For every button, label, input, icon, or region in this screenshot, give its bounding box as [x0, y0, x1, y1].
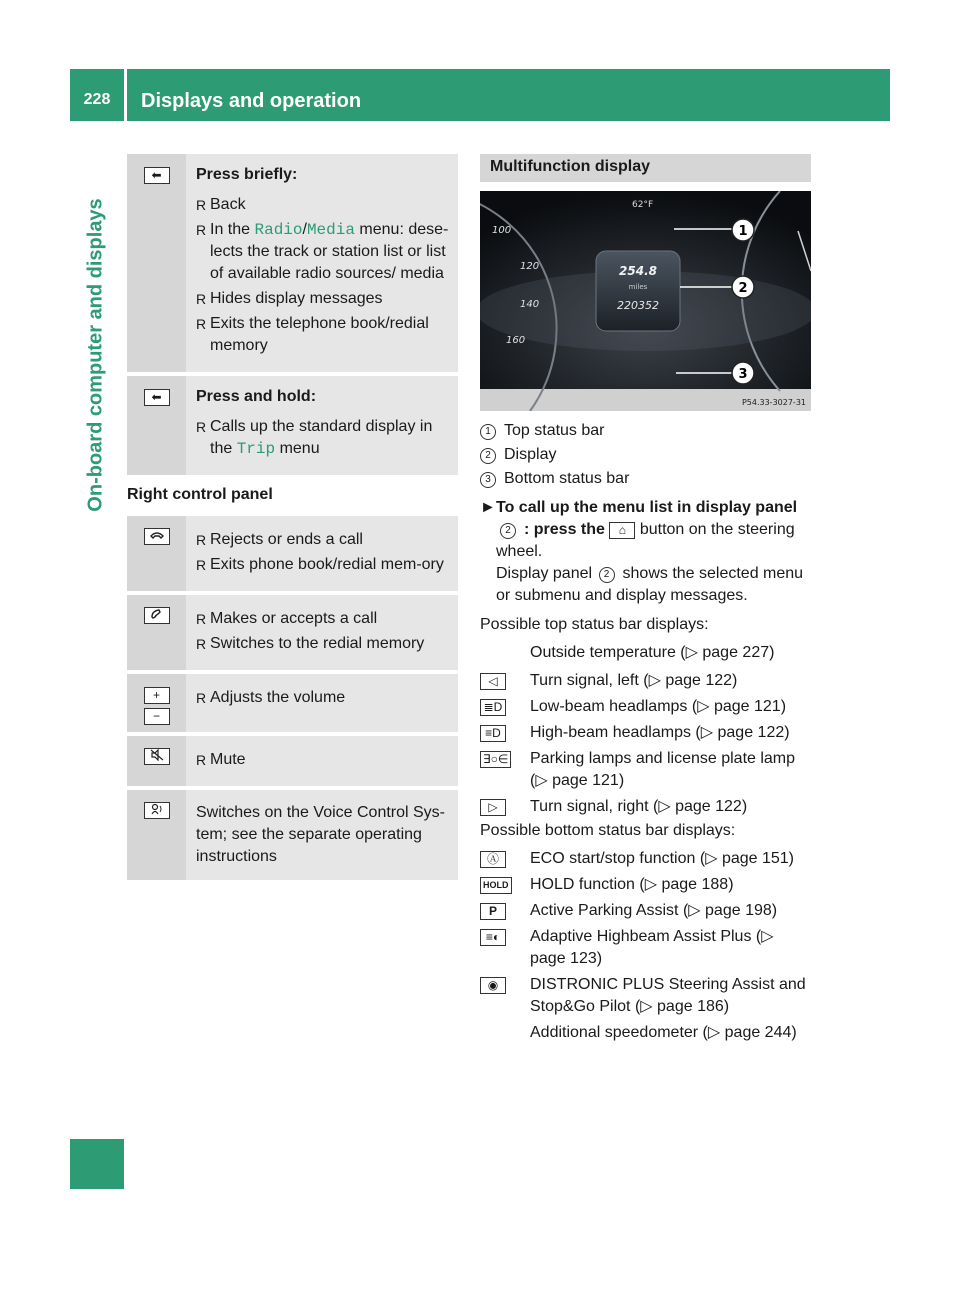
- table-row: [127, 593, 458, 672]
- media-menu-term: Media: [306, 221, 355, 239]
- table-row: [127, 672, 458, 734]
- temperature-readout: 62°F: [632, 200, 654, 210]
- back-icon: ⬅: [144, 167, 170, 184]
- list-item: R Switches to the redial memory: [196, 633, 452, 655]
- list-item: R Exits phone book/redial mem-ory: [196, 554, 452, 576]
- speed-label: 160: [506, 335, 526, 346]
- legend-item: 3 Bottom status bar: [480, 468, 812, 490]
- table-row: [127, 154, 458, 374]
- list-item: R Exits the telephone book/redial memory: [196, 313, 452, 357]
- highbeam-assist-icon: ≡◐: [480, 929, 506, 946]
- list-item: ∃○∈ Parking lamps and license plate lamp (▷ page 121): [480, 748, 812, 792]
- back-icon: ⬅: [144, 389, 170, 406]
- display-unit: miles: [628, 283, 648, 291]
- high-beam-icon: ≡D: [480, 725, 506, 742]
- list-item: ◁ Turn signal, left (▷ page 122): [480, 670, 812, 692]
- list-item: ◉ DISTRONIC PLUS Steering Assist and Stop&Go Pilot (▷ page 186): [480, 974, 812, 1018]
- table-row: [127, 734, 458, 788]
- minus-icon: −: [144, 708, 170, 725]
- list-item: Ⓐ ECO start/stop function (▷ page 151): [480, 848, 812, 870]
- odometer-readout: 220352: [617, 299, 659, 312]
- phone-icon: [144, 607, 170, 624]
- legend-item: 2 Display: [480, 444, 812, 466]
- bottom-status-section: [480, 820, 812, 1048]
- back-button-table: [127, 154, 458, 479]
- list-item: R Hides display messages: [196, 288, 452, 310]
- table-row: [127, 788, 458, 882]
- multifunction-heading-bar: [480, 154, 811, 182]
- callout-2: 2: [738, 281, 748, 296]
- page-header: [70, 69, 890, 121]
- sidebar-marker: [70, 1139, 124, 1189]
- list-item: R Makes or accepts a call: [196, 608, 452, 630]
- legend: [480, 420, 812, 494]
- list-item: R Adjusts the volume: [196, 687, 452, 709]
- low-beam-icon: ≣D: [480, 699, 506, 716]
- mute-icon: [144, 748, 170, 765]
- right-panel-table: [127, 516, 458, 884]
- arrow-icon: ►: [480, 499, 496, 516]
- section-heading: Right control panel: [127, 486, 273, 503]
- list-item: P Active Parking Assist (▷ page 198): [480, 900, 812, 922]
- list-item: ≡D High-beam headlamps (▷ page 122): [480, 722, 812, 744]
- plus-icon: +: [144, 687, 170, 704]
- list-item: ▷ Turn signal, right (▷ page 122): [480, 796, 812, 818]
- speed-label: 140: [520, 299, 540, 310]
- top-status-heading: Possible top status bar displays:: [480, 616, 709, 633]
- list-item: R Calls up the standard display in the Trip menu: [196, 416, 452, 460]
- list-item: R In the Radio/Media menu: dese-lects the track or station list or list of available radio sources/ media: [196, 219, 452, 285]
- list-item: Outside temperature (▷ page 227): [530, 644, 775, 661]
- parking-lamp-icon: ∃○∈: [480, 751, 511, 768]
- trip-menu-term: Trip: [236, 440, 276, 458]
- sidebar-title: On-board computer and displays: [84, 198, 107, 512]
- speed-label: 100: [492, 225, 512, 236]
- hang-up-icon: [144, 528, 170, 545]
- press-briefly-heading: Press briefly:: [196, 166, 298, 183]
- table-row: [127, 516, 458, 593]
- table-row: [127, 374, 458, 477]
- turn-right-icon: ▷: [480, 799, 506, 816]
- multifunction-heading: Multifunction display: [490, 158, 650, 175]
- callout-1: 1: [738, 224, 748, 239]
- home-icon: ⌂: [609, 522, 635, 539]
- voice-control-icon: [144, 802, 170, 819]
- page-title: Displays and operation: [141, 90, 362, 112]
- hold-icon: HOLD: [480, 877, 512, 894]
- instruction-step: ► To call up the menu list in display panel 2 : press the ⌂ button on the steering wheel. Display panel 2 shows the selected menu or submenu and display messages.: [480, 499, 804, 604]
- list-item: ≡◐ Adaptive Highbeam Assist Plus (▷ page 123): [480, 926, 812, 970]
- list-item: ≣D Low-beam headlamps (▷ page 121): [480, 696, 812, 718]
- header-divider: [124, 69, 127, 121]
- list-item: R Back: [196, 194, 452, 216]
- speed-label: 120: [520, 261, 540, 272]
- press-hold-heading: Press and hold:: [196, 388, 317, 405]
- list-item: R Rejects or ends a call: [196, 529, 452, 551]
- list-item: Additional speedometer (▷ page 244): [530, 1024, 797, 1041]
- list-item: HOLD HOLD function (▷ page 188): [480, 874, 812, 896]
- bottom-status-heading: Possible bottom status bar displays:: [480, 822, 736, 839]
- volume-icon: [128, 686, 185, 725]
- steering-assist-icon: ◉: [480, 977, 506, 994]
- image-reference: P54.33-3027-31: [741, 398, 806, 407]
- parking-assist-icon: P: [480, 903, 506, 920]
- display-value: 254.8: [619, 264, 657, 278]
- legend-item: 1 Top status bar: [480, 420, 812, 442]
- top-status-section: [480, 614, 812, 822]
- instruction: [480, 497, 812, 607]
- turn-left-icon: ◁: [480, 673, 506, 690]
- radio-menu-term: Radio: [254, 221, 303, 239]
- callout-3: 3: [738, 367, 748, 382]
- list-item: R Mute: [196, 749, 452, 771]
- instrument-cluster-image: [480, 191, 811, 411]
- eco-icon: Ⓐ: [480, 851, 506, 868]
- page-number: 228: [83, 91, 111, 108]
- voice-control-text: Switches on the Voice Control Sys-tem; see the separate operating instructions: [196, 804, 446, 865]
